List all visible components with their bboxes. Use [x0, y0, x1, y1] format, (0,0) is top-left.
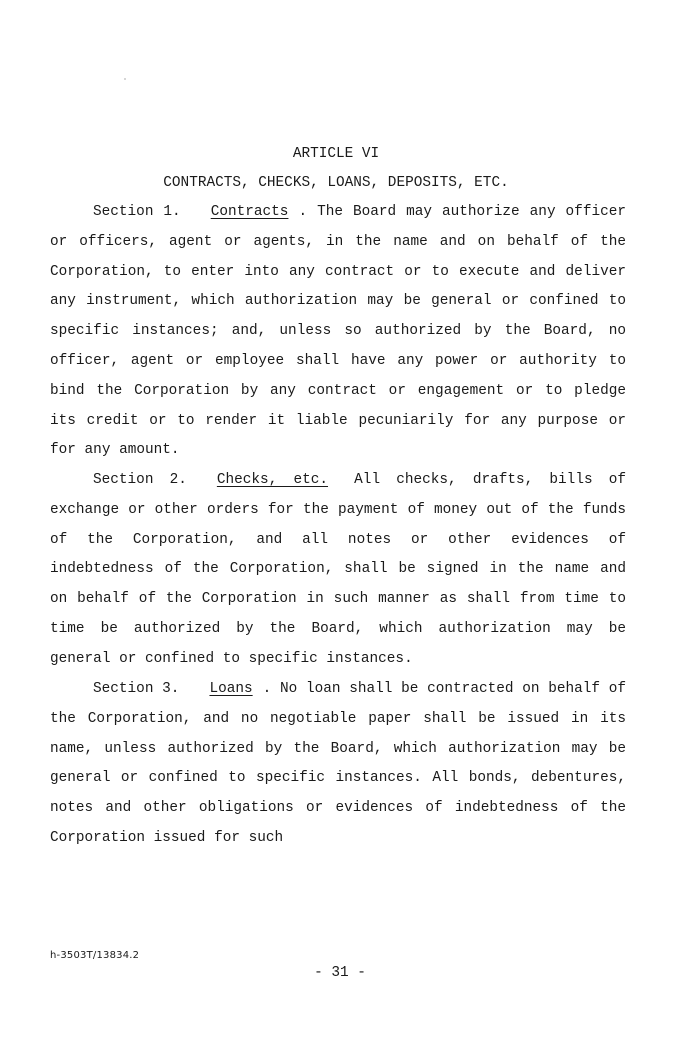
- section-2: [50, 466, 626, 675]
- section-text: The Board may authorize any officer or officers, agent or agents, in the name and on behalf of the Corporation, to enter into any contract or to execute and deliver any instrument, which authorization may be general or confined to specific instances; and, unless so authorized by the Board, no officer, agent or employee shall have any power or authority to bind the Corporation by any contract or engagement or to pledge its credit or to render it liable pecuniarily for any purpose or for any amount.: [50, 204, 627, 459]
- section-heading-punct: .: [262, 681, 272, 697]
- section-text: No loan shall be contracted on behalf of the Corporation, and no negotiable paper shall be issued in its name, unless authorized by the Board, which authorization may be general or confined to specific instances. All bonds, debentures, notes and other obligations or evidences of indebtedness of the Corporation issued for such: [50, 681, 627, 846]
- scan-speck: [124, 78, 126, 80]
- section-paragraph: [50, 466, 626, 675]
- article-title: ARTICLE VI: [292, 146, 380, 162]
- section-label: Section 3.: [93, 681, 180, 697]
- section-paragraph: [50, 198, 626, 466]
- article-subtitle: CONTRACTS, CHECKS, LOANS, DEPOSITS, ETC.: [163, 175, 509, 191]
- section-3: [50, 675, 626, 854]
- section-label: Section 2.: [93, 472, 187, 488]
- section-heading: Contracts: [210, 204, 289, 220]
- section-paragraph: [50, 675, 626, 854]
- document-code: h-3503T/13834.2: [50, 950, 140, 961]
- section-heading-punct: .: [298, 204, 308, 220]
- section-heading: Checks, etc.: [216, 472, 329, 488]
- section-1: [50, 198, 626, 466]
- page-number: - 31 -: [314, 965, 366, 981]
- section-label: Section 1.: [93, 204, 181, 220]
- section-text: All checks, drafts, bills of exchange or other orders for the payment of money out of the funds of the Corporation, and all notes or other evidences of indebtedness of the Corporation, shall be signed in the name and on behalf of the Corporation in such manner as shall from time to time be authorized by the Board, which authorization may be general or confined to specific instances.: [50, 472, 627, 667]
- section-heading: Loans: [209, 681, 253, 697]
